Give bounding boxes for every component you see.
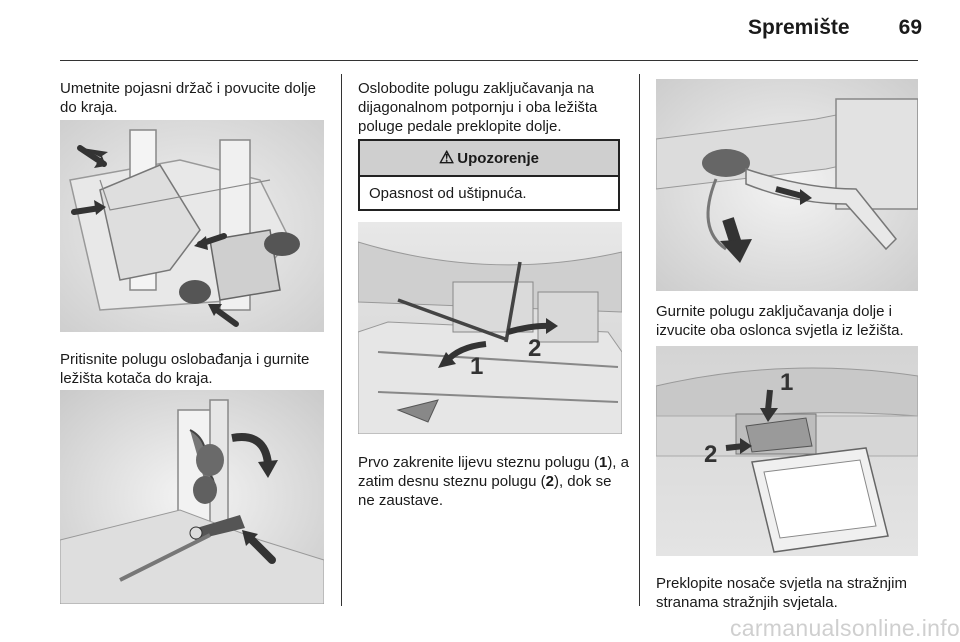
instruction-text-3: Oslobodite polugu zaključavanja na dijagonalnom potpornju i oba ležišta poluge pedale preklopite dolje. xyxy=(358,80,598,135)
instruction-text-4-part1: Prvo zakrenite lijevu steznu polugu ( xyxy=(358,454,599,471)
reference-number-2: 2 xyxy=(545,473,554,490)
instruction-text-4-part2: ), a zatim desnu steznu polugu ( xyxy=(358,454,629,490)
illustration-belt-holder xyxy=(60,120,324,332)
warning-text: Opasnost od uštipnuća. xyxy=(369,185,527,202)
illustration-release-lever xyxy=(60,390,324,604)
figure-label-2-b: 2 xyxy=(704,441,718,468)
page-number: 69 xyxy=(898,16,922,39)
illustration-clamping-levers xyxy=(358,222,622,434)
instruction-text-5: Gurnite polugu zaključavanja dolje i izvucite oba oslonca svjetla iz ležišta. xyxy=(656,303,904,339)
instruction-text-1: Umetnite pojasni držač i povucite dolje do kraja. xyxy=(60,80,316,116)
instruction-text-6: Preklopite nosače svjetla na stražnjim stranama stražnjih svjetala. xyxy=(656,575,907,611)
warning-triangle-icon: ⚠ xyxy=(439,148,455,167)
instruction-text-4 xyxy=(358,453,630,510)
column-divider-2 xyxy=(639,74,640,606)
figure-label-1: 1 xyxy=(470,353,484,380)
page-title: Spremište xyxy=(748,16,850,39)
warning-title: Upozorenje xyxy=(457,149,539,167)
header-rule xyxy=(60,60,918,61)
illustration-locking-lever xyxy=(656,79,918,291)
figure-label-2: 2 xyxy=(528,335,542,362)
column-divider-1 xyxy=(341,74,342,606)
warning-box xyxy=(358,139,620,211)
warning-header xyxy=(360,141,618,177)
instruction-text-2: Pritisnite polugu oslobađanja i gurnite ležišta kotača do kraja. xyxy=(60,351,310,387)
figure-label-1-b: 1 xyxy=(780,369,794,396)
watermark: carmanualsonline.info xyxy=(729,615,960,641)
illustration-light-holders xyxy=(656,346,918,556)
reference-number-1: 1 xyxy=(598,454,608,471)
instruction-text-4-part3: ), dok se ne zaustave. xyxy=(358,473,612,509)
